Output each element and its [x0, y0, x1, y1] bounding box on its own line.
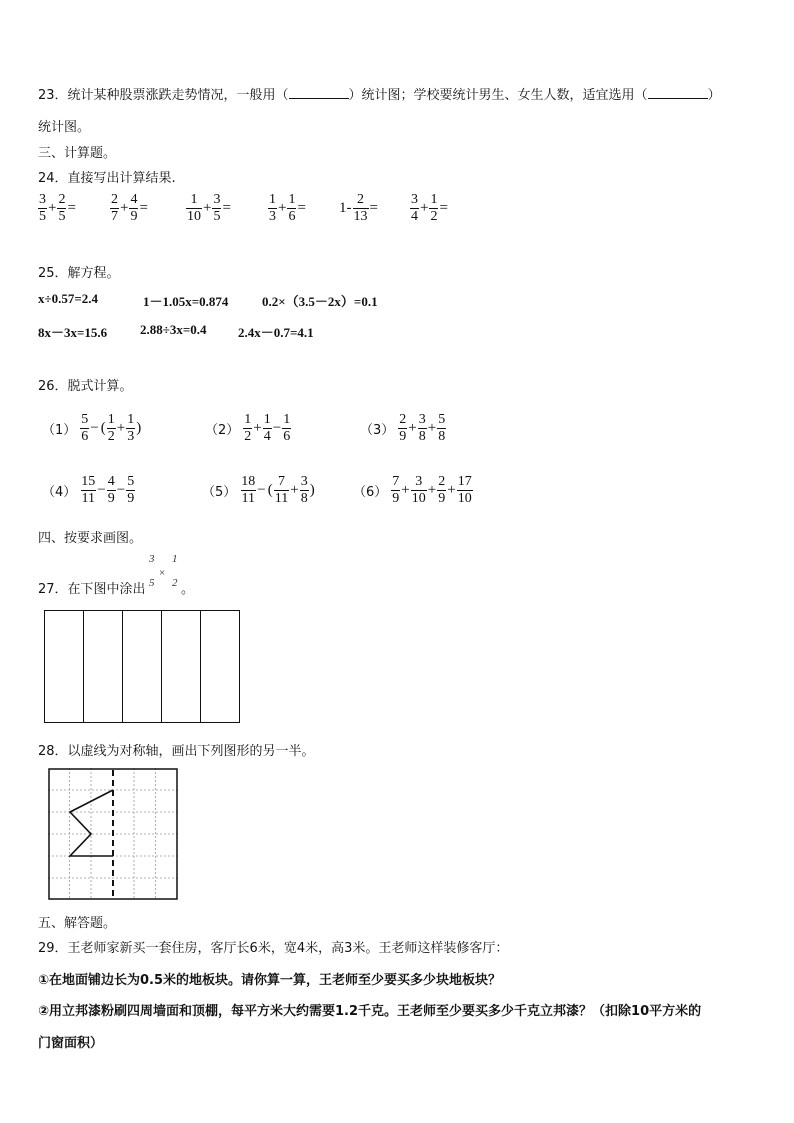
- q26-expr-5: [202, 474, 316, 507]
- q26-fraction: $\frac{3}{8}$: [300, 474, 308, 506]
- q27-frac-b-den: 2: [172, 577, 178, 589]
- q24-fraction: $\frac{1}{6}$: [288, 192, 296, 224]
- q26-fraction: $\frac{7}{11}$: [274, 474, 289, 506]
- q26-label: （6）: [353, 485, 388, 500]
- q23-blank-1[interactable]: [289, 88, 349, 99]
- section-4-heading: 四、按要求画图。: [38, 531, 143, 546]
- q26-fraction: $\frac{3}{10}$: [411, 474, 426, 506]
- q24-expr-6: [410, 192, 449, 225]
- q26-fraction: $\frac{5}{9}$: [127, 474, 135, 506]
- q29-part-1: ①在地面铺边长为0.5米的地板块。请你算一算，王老师至少要买多少块地板块？: [38, 973, 502, 988]
- q24-fraction: $\frac{3}{4}$: [411, 192, 418, 224]
- q29-text: 29．王老师家新买一套住房，客厅长6米，宽4米，高3米。王老师这样装修客厅：: [38, 941, 509, 956]
- q26-fraction: $\frac{17}{10}$: [457, 474, 472, 506]
- q25-eq-4: 8x－3x=15.6: [38, 325, 108, 340]
- q26-plus: +: [290, 482, 299, 498]
- q24-equals: =: [222, 200, 231, 216]
- q26-fraction: $\frac{1}{3}$: [127, 412, 135, 444]
- q26-fraction: $\frac{15}{11}$: [81, 474, 96, 506]
- q26-expr-1: [42, 412, 142, 445]
- q26-label: （5）: [202, 485, 237, 500]
- q24-plus: +: [120, 200, 129, 216]
- q26-rparen: ): [136, 420, 142, 436]
- section-3-heading: 三、计算题。: [38, 146, 117, 161]
- q26-label: （4）: [42, 485, 77, 500]
- q26-fraction: $\frac{2}{9}$: [399, 412, 407, 444]
- q24-fraction: $\frac{2}{5}$: [58, 192, 66, 224]
- q24-plus: +: [278, 200, 287, 216]
- q26-plus: +: [408, 420, 417, 436]
- q26-plus: +: [401, 482, 410, 498]
- q26-fraction: $\frac{5}{8}$: [438, 412, 446, 444]
- q26-minus: −: [272, 420, 282, 436]
- q24-fraction: $\frac{2}{7}$: [111, 192, 118, 224]
- q26-expr-6: [353, 474, 473, 507]
- q26-fraction: $\frac{2}{9}$: [438, 474, 446, 506]
- q26-fraction: $\frac{7}{9}$: [392, 474, 400, 506]
- q27-frac-a-num: 3: [149, 553, 155, 565]
- q24-equals: =: [369, 200, 378, 216]
- q24-equals: =: [139, 200, 148, 216]
- q23-line2: 统计图。: [38, 120, 91, 135]
- q24-lead: 1-: [339, 200, 352, 216]
- q28-half-shape: [70, 790, 113, 856]
- q26-expr-2: [205, 412, 291, 445]
- q27-text: 27．在下图中涂出: [38, 582, 146, 597]
- q26-expr-4: [42, 474, 135, 507]
- q25-eq-1: x÷0.57=2.4: [38, 291, 99, 306]
- q24-expr-2: [110, 192, 149, 225]
- q24-fraction: $\frac{4}{9}$: [130, 192, 138, 224]
- q24-plus: +: [48, 200, 57, 216]
- q28-text: 28．以虚线为对称轴，画出下列图形的另一半。: [38, 744, 315, 759]
- q26-label: （3）: [360, 423, 395, 438]
- q26-fraction: $\frac{1}{2}$: [107, 412, 115, 444]
- q26-plus: +: [116, 420, 126, 436]
- q24-expr-4: [268, 192, 307, 225]
- q25-eq-2: 1－1.05x=0.874: [143, 294, 229, 309]
- q26-minus: −: [97, 482, 106, 498]
- q24-fraction: $\frac{3}{5}$: [39, 192, 46, 224]
- section-5-heading: 五、解答题。: [38, 916, 117, 931]
- q26-lparen: (: [267, 482, 273, 498]
- q29-part-2-line1: ②用立邦漆粉刷四周墙面和顶棚，每平方米大约需要1.2千克。王老师至少要买多少千克立邦漆？（扣除10平方米的: [38, 1004, 702, 1019]
- q24-expr-5: [338, 192, 379, 225]
- q24-fraction: $\frac{1}{3}$: [269, 192, 276, 224]
- q26-expr-3: [360, 412, 446, 445]
- q24-expr-1: [38, 192, 77, 225]
- q23-line1: 23．统计某种股票涨跌走势情况，一般用（ ）统计图；学校要统计男生、女生人数，适宜选用（ ）: [38, 88, 721, 103]
- q24-expr-3: [186, 192, 232, 225]
- q24-plus: +: [420, 200, 429, 216]
- q26-minus: −: [116, 482, 126, 498]
- q27-rectangle-figure[interactable]: [44, 610, 241, 724]
- q26-minus: −: [257, 482, 266, 498]
- q26-fraction: $\frac{4}{9}$: [107, 474, 115, 506]
- q24-equals: =: [297, 200, 306, 216]
- q24-fraction: $\frac{1}{10}$: [187, 192, 201, 224]
- q26-fraction: $\frac{18}{11}$: [241, 474, 256, 506]
- q25-eq-3: 0.2×（3.5－2x）=0.1: [262, 294, 378, 309]
- q26-plus: +: [447, 482, 456, 498]
- q26-minus: −: [90, 420, 99, 436]
- q26-plus: +: [427, 482, 437, 498]
- q27-frac-a-den: 5: [149, 577, 155, 589]
- q27-end: 。: [181, 582, 195, 597]
- q26-fraction: $\frac{1}{4}$: [263, 412, 271, 444]
- q24-fraction: $\frac{3}{5}$: [213, 192, 221, 224]
- q27-times: ×: [159, 567, 166, 579]
- q25-title: 25．解方程。: [38, 266, 120, 281]
- q24-title: 24．直接写出计算结果.: [38, 171, 176, 186]
- q26-plus: +: [253, 420, 262, 436]
- q24-equals: =: [439, 200, 448, 216]
- q23-blank-2[interactable]: [648, 88, 708, 99]
- q25-eq-5: 2.88÷3x=0.4: [140, 322, 207, 337]
- q26-plus: +: [427, 420, 437, 436]
- q27-outer-rect: [45, 611, 240, 723]
- q27-frac-b-num: 1: [172, 553, 178, 565]
- q26-fraction: $\frac{1}{6}$: [283, 412, 291, 444]
- q26-fraction: $\frac{5}{6}$: [81, 412, 89, 444]
- q26-fraction: $\frac{3}{8}$: [418, 412, 426, 444]
- q28-grid-figure[interactable]: [48, 768, 180, 902]
- q26-label: （2）: [205, 423, 240, 438]
- q29-part-2-line2: 门窗面积）: [38, 1036, 104, 1051]
- q24-fraction: $\frac{2}{13}$: [353, 192, 368, 224]
- q25-eq-6: 2.4x－0.7=4.1: [238, 325, 314, 340]
- q24-plus: +: [203, 200, 212, 216]
- q26-rparen: ): [309, 482, 315, 498]
- q26-label: （1）: [42, 423, 77, 438]
- q24-equals: =: [67, 200, 76, 216]
- q24-fraction: $\frac{1}{2}$: [430, 192, 438, 224]
- q26-fraction: $\frac{1}{2}$: [244, 412, 252, 444]
- q26-title: 26．脱式计算。: [38, 379, 133, 394]
- q26-lparen: (: [100, 420, 106, 436]
